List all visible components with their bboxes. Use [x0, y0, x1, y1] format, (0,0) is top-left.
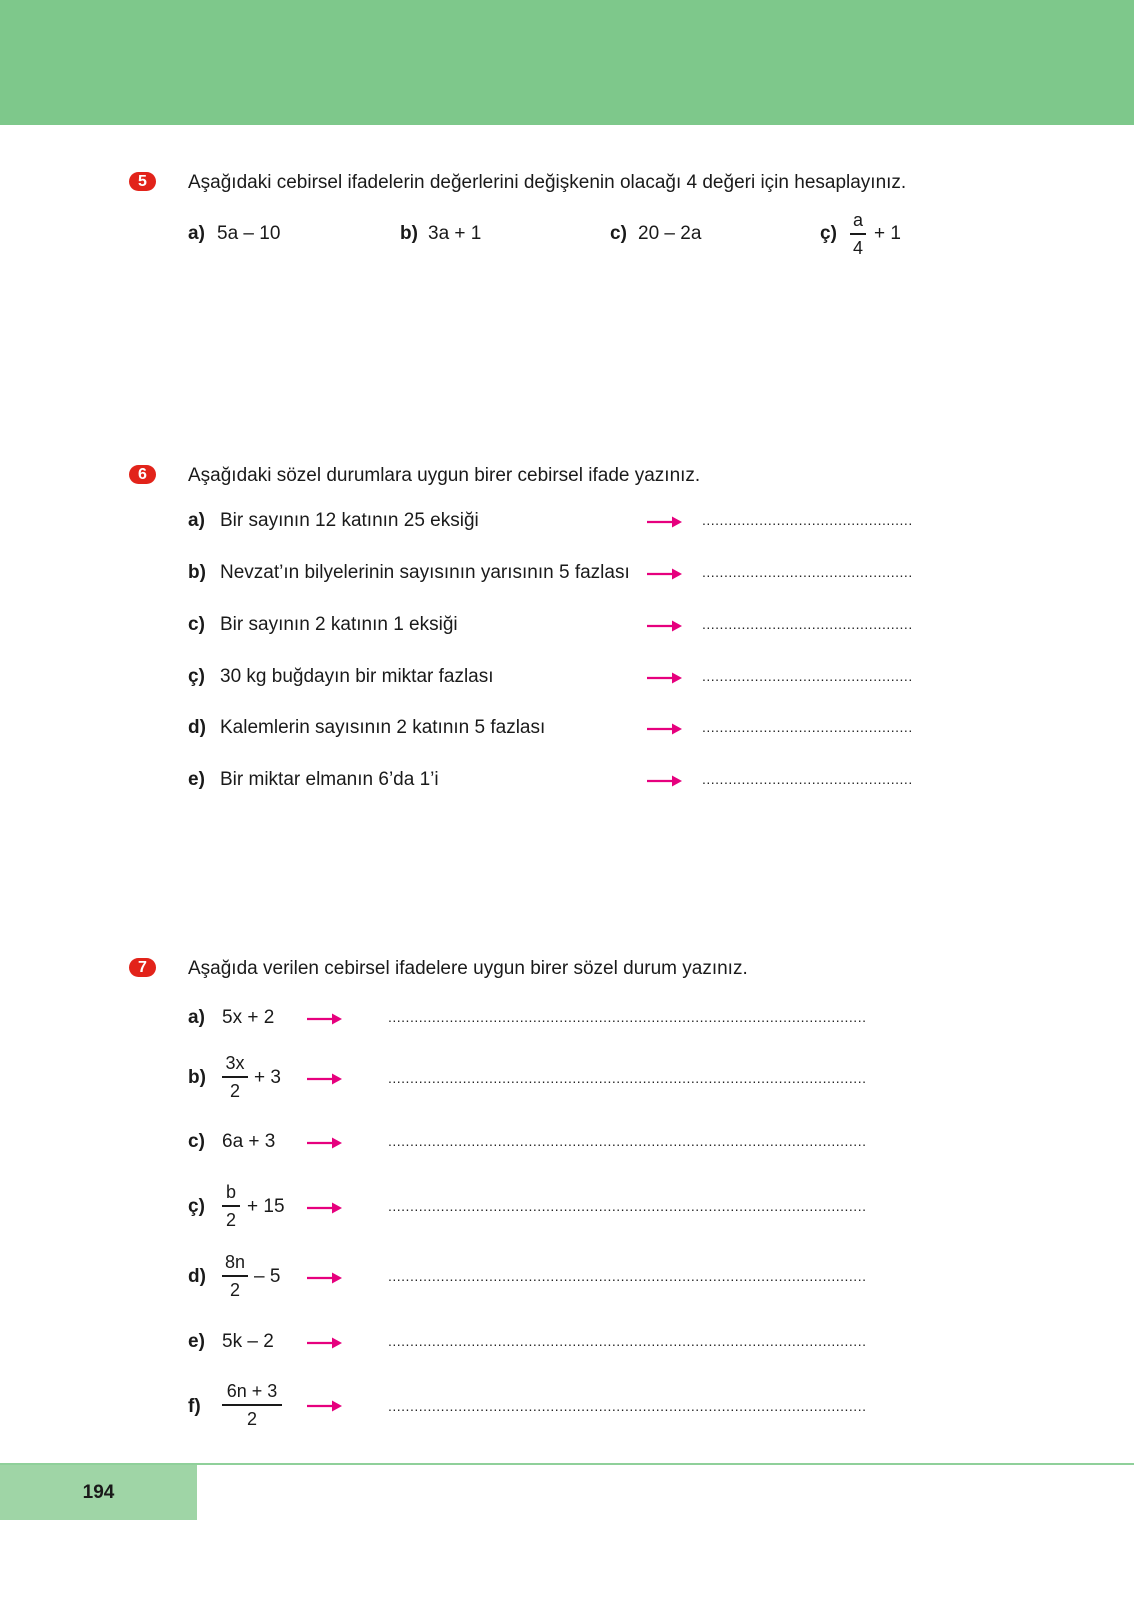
item-label: ç) [820, 223, 837, 244]
fraction [222, 1053, 248, 1101]
answer-blank[interactable]: ............................................................................................................. [388, 1133, 867, 1149]
arrow-right-icon [307, 1336, 343, 1350]
item-label: f) [188, 1396, 201, 1417]
item-expression-rest: + 3 [254, 1067, 281, 1088]
arrow-right-icon [647, 567, 683, 581]
item-label: c) [610, 223, 627, 244]
item-text: Bir sayının 12 katının 25 eksiği [220, 510, 479, 531]
item-text: Nevzat’ın bilyelerinin sayısının yarısının 5 fazlası [220, 562, 630, 583]
arrow-right-icon [307, 1271, 343, 1285]
fraction-denominator: 2 [246, 1408, 257, 1429]
item-label: d) [188, 1266, 206, 1287]
fraction-denominator: 4 [852, 237, 863, 258]
item-label: a) [188, 223, 205, 244]
item-label: d) [188, 717, 206, 738]
item-text: Kalemlerin sayısının 2 katının 5 fazlası [220, 717, 546, 738]
answer-blank[interactable]: ................................................ [702, 719, 913, 735]
item-expression: 5a – 10 [217, 223, 281, 244]
item-label: e) [188, 1331, 205, 1352]
item-label: ç) [188, 666, 205, 687]
fraction-numerator: 8n [224, 1252, 246, 1272]
arrow-right-icon [307, 1072, 343, 1086]
question-number-badge: 6 [129, 465, 156, 484]
item-label: a) [188, 1007, 205, 1028]
item-expression: 3a + 1 [428, 223, 482, 244]
fraction-denominator: 2 [225, 1209, 236, 1230]
answer-blank[interactable]: ............................................................................................................. [388, 1333, 867, 1349]
item-expression: 5x + 2 [222, 1007, 275, 1028]
item-expression-rest: + 1 [874, 223, 901, 244]
item-expression: 6a + 3 [222, 1131, 276, 1152]
fraction-denominator: 2 [229, 1279, 240, 1300]
question-prompt: Aşağıda verilen cebirsel ifadelere uygun birer sözel durum yazınız. [188, 958, 748, 979]
item-label: e) [188, 769, 205, 790]
fraction-bar [222, 1275, 248, 1277]
item-expression-rest: – 5 [254, 1266, 281, 1287]
item-label: c) [188, 614, 205, 635]
arrow-right-icon [647, 774, 683, 788]
answer-blank[interactable]: ................................................ [702, 564, 913, 580]
fraction [222, 1182, 240, 1230]
arrow-right-icon [307, 1012, 343, 1026]
answer-blank[interactable]: ................................................ [702, 771, 913, 787]
item-text: Bir miktar elmanın 6’da 1’i [220, 769, 439, 790]
fraction-numerator: 3x [225, 1053, 245, 1073]
fraction-denominator: 2 [229, 1080, 240, 1101]
item-text: 30 kg buğdayın bir miktar fazlası [220, 666, 494, 687]
arrow-right-icon [307, 1399, 343, 1413]
arrow-right-icon [647, 619, 683, 633]
answer-blank[interactable]: ............................................................................................................. [388, 1009, 867, 1025]
answer-blank[interactable]: ............................................................................................................. [388, 1070, 867, 1086]
answer-blank[interactable]: ............................................................................................................. [388, 1398, 867, 1414]
item-label: b) [188, 1067, 206, 1088]
fraction [222, 1252, 248, 1300]
arrow-right-icon [307, 1136, 343, 1150]
header-band [0, 0, 1134, 125]
item-label: b) [400, 223, 418, 244]
arrow-right-icon [307, 1201, 343, 1215]
fraction-bar [850, 233, 866, 235]
item-text: Bir sayının 2 katının 1 eksiği [220, 614, 458, 635]
fraction-numerator: 6n + 3 [226, 1381, 278, 1401]
question-prompt: Aşağıdaki cebirsel ifadelerin değerlerini değişkenin olacağı 4 değeri için hesaplayınız. [188, 172, 907, 193]
fraction-bar [222, 1205, 240, 1207]
fraction-numerator: a [852, 210, 863, 230]
answer-blank[interactable]: ............................................................................................................. [388, 1268, 867, 1284]
arrow-right-icon [647, 722, 683, 736]
answer-blank[interactable]: ................................................ [702, 668, 913, 684]
item-label: ç) [188, 1196, 205, 1217]
item-label: c) [188, 1131, 205, 1152]
arrow-right-icon [647, 515, 683, 529]
answer-blank[interactable]: ............................................................................................................. [388, 1198, 867, 1214]
item-expression: 5k – 2 [222, 1331, 274, 1352]
answer-blank[interactable]: ................................................ [702, 616, 913, 632]
page-number: 194 [0, 1465, 197, 1520]
question-number-badge: 5 [129, 172, 156, 191]
item-expression: 20 – 2a [638, 223, 702, 244]
item-expression-rest: + 15 [247, 1196, 285, 1217]
fraction-bar [222, 1404, 282, 1406]
item-label: a) [188, 510, 205, 531]
answer-blank[interactable]: ................................................ [702, 512, 913, 528]
fraction-numerator: b [225, 1182, 236, 1202]
fraction-bar [222, 1076, 248, 1078]
question-number-badge: 7 [129, 958, 156, 977]
fraction [222, 1381, 282, 1429]
item-label: b) [188, 562, 206, 583]
arrow-right-icon [647, 671, 683, 685]
fraction [850, 210, 866, 258]
question-prompt: Aşağıdaki sözel durumlara uygun birer cebirsel ifade yazınız. [188, 465, 701, 486]
